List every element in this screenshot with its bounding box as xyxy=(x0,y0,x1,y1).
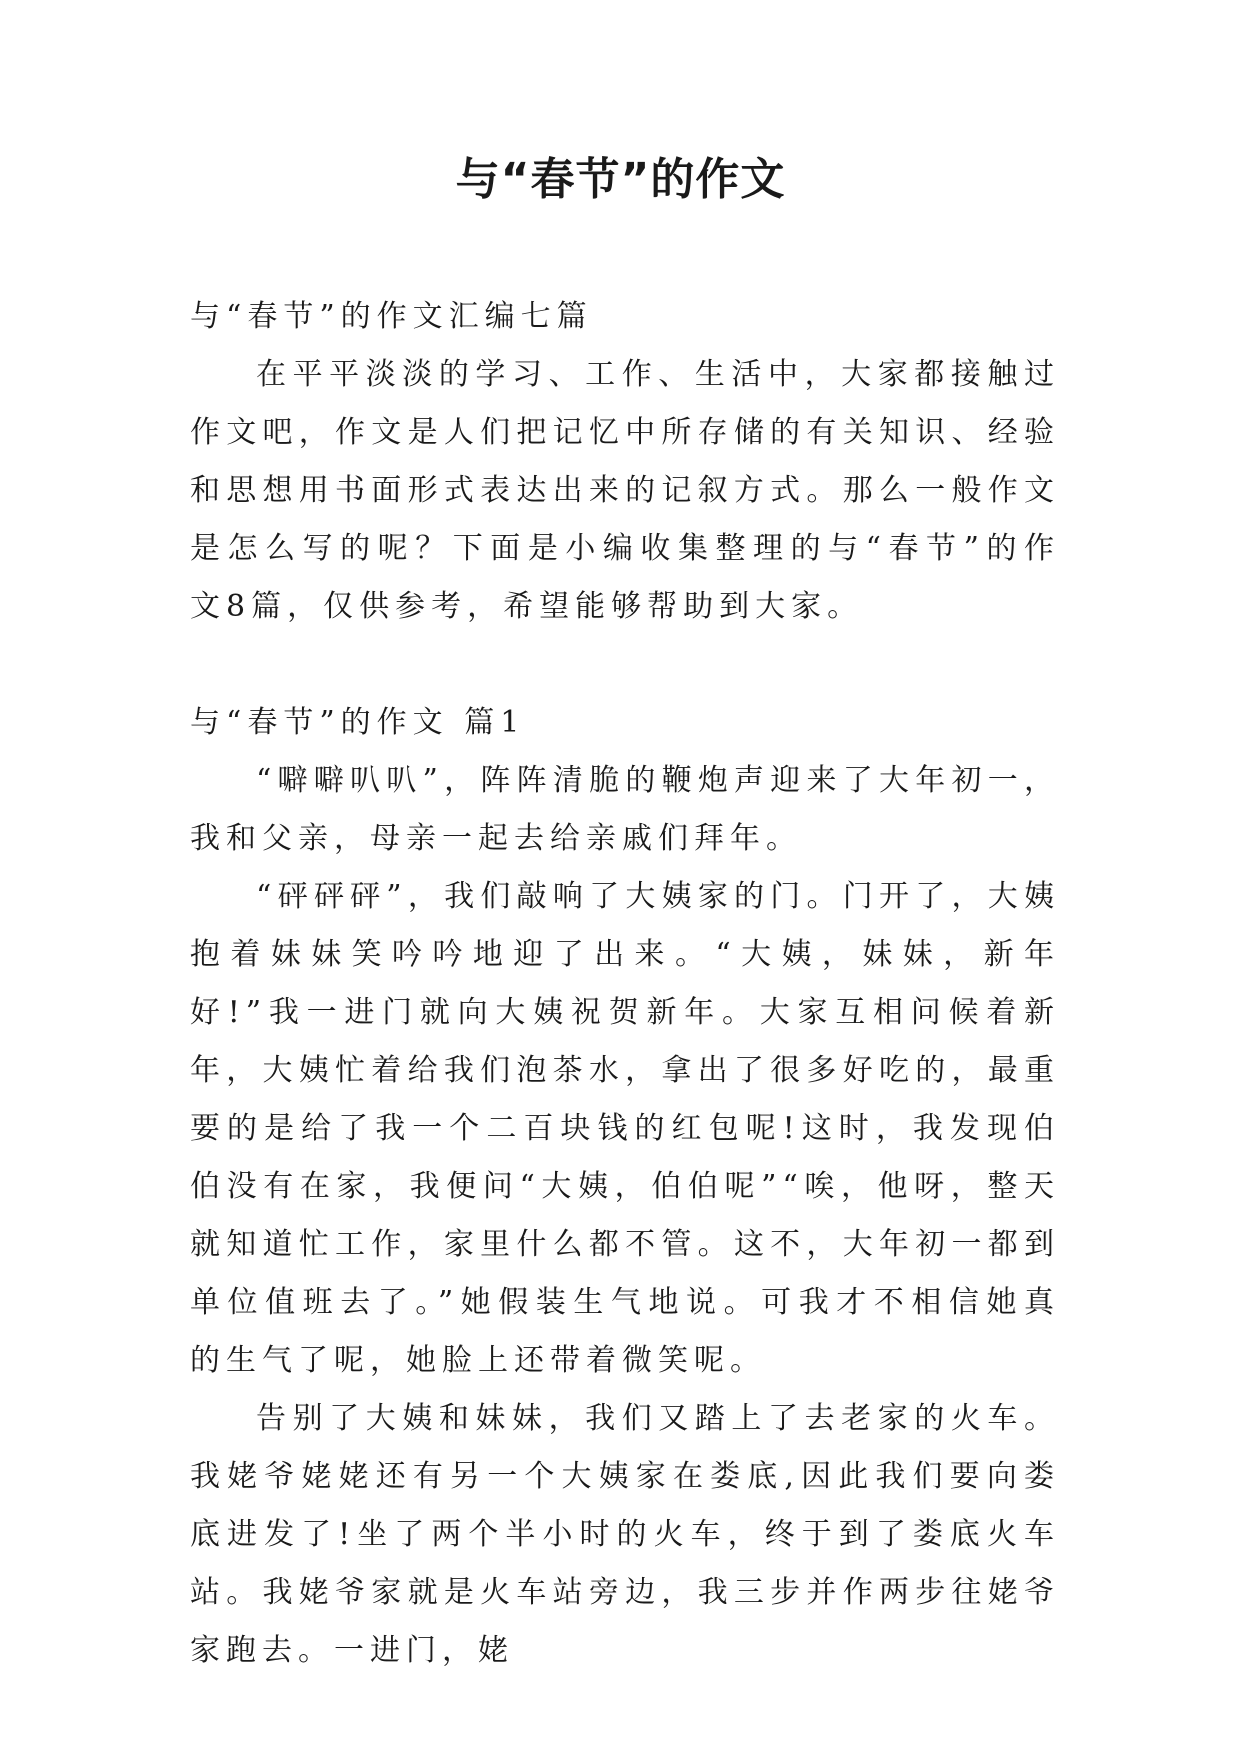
document-body xyxy=(190,288,1060,1680)
document-subtitle: 与“春节”的作文汇编七篇 xyxy=(190,299,593,334)
body-paragraph: “砰砰砰”，我们敲响了大姨家的门。门开了，大姨抱着妹妹笑吟吟地迎了出来。“大姨，妹妹，新年好!”我一进门就向大姨祝贺新年。大家互相问候着新年，大姨忙着给我们泡茶水，拿出了很多好吃的，最重要的是给了我一个二百块钱的红包呢!这时，我发现伯伯没有在家，我便问“大姨，伯伯呢”“唉，他呀，整天就知道忙工作，家里什么都不管。这不，大年初一都到单位值班去了。”她假装生气地说。可我才不相信她真的生气了呢，她脸上还带着微笑呢。 xyxy=(190,879,1060,1378)
section-heading: 与“春节”的作文 篇1 xyxy=(190,705,526,740)
intro-paragraph: 在平平淡淡的学习、工作、生活中，大家都接触过作文吧，作文是人们把记忆中所存储的有关知识、经验和思想用书面形式表达出来的记叙方式。那么一般作文是怎么写的呢？下面是小编收集整理的与“春节”的作文8篇，仅供参考，希望能够帮助到大家。 xyxy=(190,357,1060,624)
body-paragraph: 告别了大姨和妹妹，我们又踏上了去老家的火车。我姥爷姥姥还有另一个大姨家在娄底,因此我们要向娄底进发了!坐了两个半小时的火车，终于到了娄底火车站。我姥爷家就是火车站旁边，我三步并作两步往姥爷家跑去。一进门，姥 xyxy=(190,1401,1060,1668)
document-title: 与“春节”的作文 xyxy=(455,154,786,205)
body-paragraph: “噼噼叭叭”，阵阵清脆的鞭炮声迎来了大年初一，我和父亲，母亲一起去给亲戚们拜年。 xyxy=(190,763,1060,856)
